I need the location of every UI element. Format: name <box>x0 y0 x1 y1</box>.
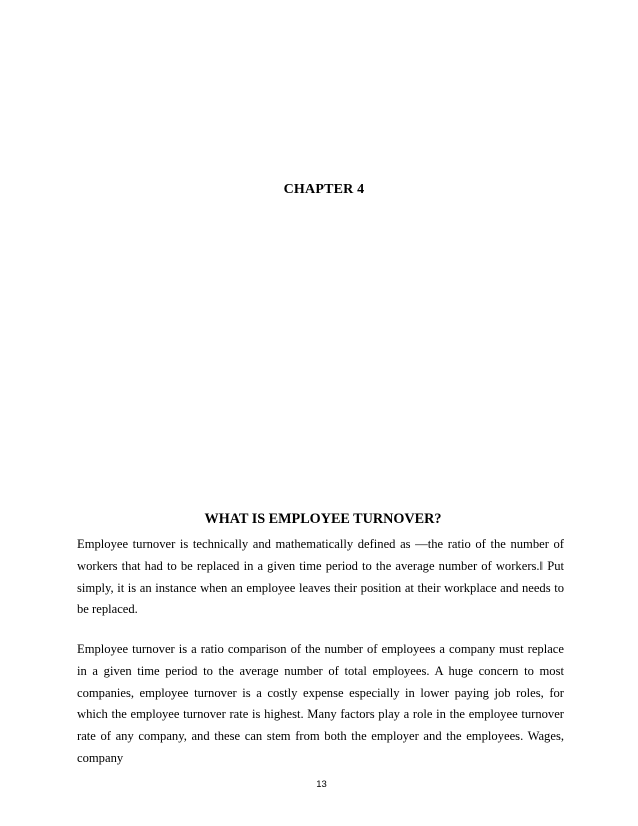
section-heading: WHAT IS EMPLOYEE TURNOVER? <box>204 511 442 527</box>
page-number: 13 <box>316 779 327 790</box>
body-paragraph-1: Employee turnover is technically and mathematically defined as ―the ratio of the number of workers that had to be replaced in a given time period to the average number of workers.‖ Put simply, it is an instance when an employee leaves their position at their workplace and needs to be replaced. <box>77 537 564 617</box>
chapter-title: CHAPTER 4 <box>283 182 365 197</box>
body-paragraph-2: Employee turnover is a ratio comparison of the number of employees a company must replace in a given time period to the average number of total employees. A huge concern to most companies, employee turnover is a costly expense especially in lower paying job roles, for which the employee turnover rate is highest. Many factors play a role in the employee turnover rate of any company, and these can stem from both the employer and the employees. Wages, company <box>77 642 564 765</box>
